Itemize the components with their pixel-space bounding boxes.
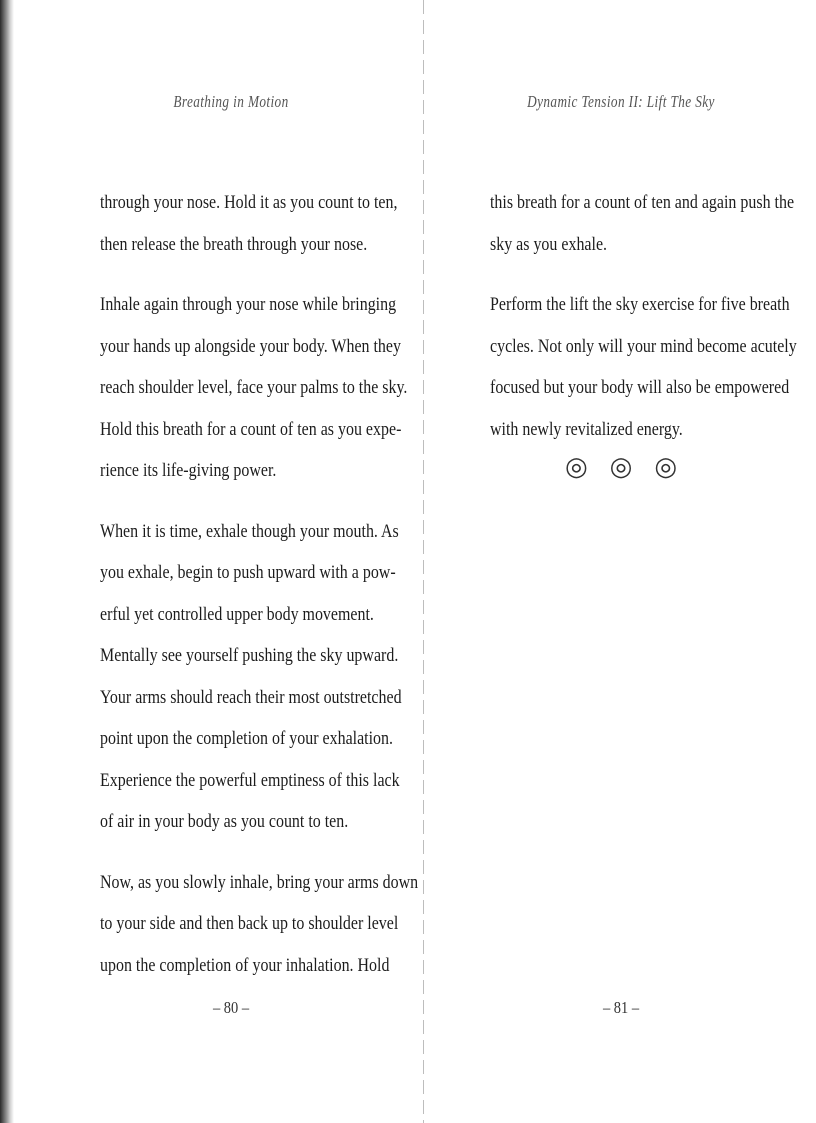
spiral-ornament-icon: ◎	[564, 452, 588, 481]
text-line: Now, as you slowly inhale, bring your arms down	[100, 871, 419, 893]
text-line: Your arms should reach their most outstretched	[100, 686, 402, 708]
text-line: your hands up alongside your body. When they	[100, 335, 401, 357]
text-line: you exhale, begin to push upward with a pow-	[100, 562, 396, 583]
paragraph	[490, 284, 797, 450]
paragraph	[100, 284, 408, 492]
paragraph	[100, 862, 419, 987]
text-line: Mentally see yourself pushing the sky upward.	[100, 645, 399, 666]
text-line: through your nose. Hold it as you count to ten,	[100, 192, 398, 213]
left-body-text	[100, 182, 419, 1005]
text-line: cycles. Not only will your mind become acutely	[490, 335, 797, 357]
paragraph	[100, 511, 402, 843]
text-line: then release the breath through your nose.	[100, 233, 368, 255]
text-line: upon the completion of your inhalation. Hold	[100, 954, 390, 976]
text-line: point upon the completion of your exhalation.	[100, 728, 393, 749]
page-gutter	[423, 0, 424, 1123]
text-line: reach shoulder level, face your palms to the sky.	[100, 377, 408, 398]
book-spine-shadow	[0, 0, 14, 1123]
text-line: Perform the lift the sky exercise for five breath	[490, 294, 790, 315]
spiral-ornament-icon: ◎	[609, 452, 633, 481]
text-line: Inhale again through your nose while bringing	[100, 294, 397, 315]
right-body-text	[490, 182, 797, 469]
spiral-ornament-icon: ◎	[654, 452, 678, 481]
text-line: sky as you exhale.	[490, 233, 608, 255]
text-line: of air in your body as you count to ten.	[100, 811, 349, 832]
right-page-number: – 81 –	[602, 998, 640, 1017]
text-line: with newly revitalized energy.	[490, 418, 683, 440]
right-page	[490, 0, 797, 1123]
right-running-head: Dynamic Tension II: Lift The Sky	[527, 92, 715, 111]
left-page	[100, 0, 419, 1123]
section-end-ornaments	[490, 452, 752, 482]
paragraph	[100, 182, 398, 265]
text-line: erful yet controlled upper body movement.	[100, 603, 374, 625]
text-line: focused but your body will also be empowered	[490, 377, 790, 398]
text-line: to your side and then back up to shoulder level	[100, 913, 399, 934]
text-line: Experience the powerful emptiness of this lack	[100, 769, 400, 791]
text-line: rience its life-giving power.	[100, 460, 277, 481]
text-line: When it is time, exhale though your mouth. As	[100, 520, 399, 542]
paragraph	[490, 182, 795, 265]
left-page-number: – 80 –	[212, 998, 250, 1017]
text-line: Hold this breath for a count of ten as you expe-	[100, 418, 402, 440]
text-line: this breath for a count of ten and again push the	[490, 192, 795, 213]
left-running-head: Breathing in Motion	[173, 92, 289, 111]
